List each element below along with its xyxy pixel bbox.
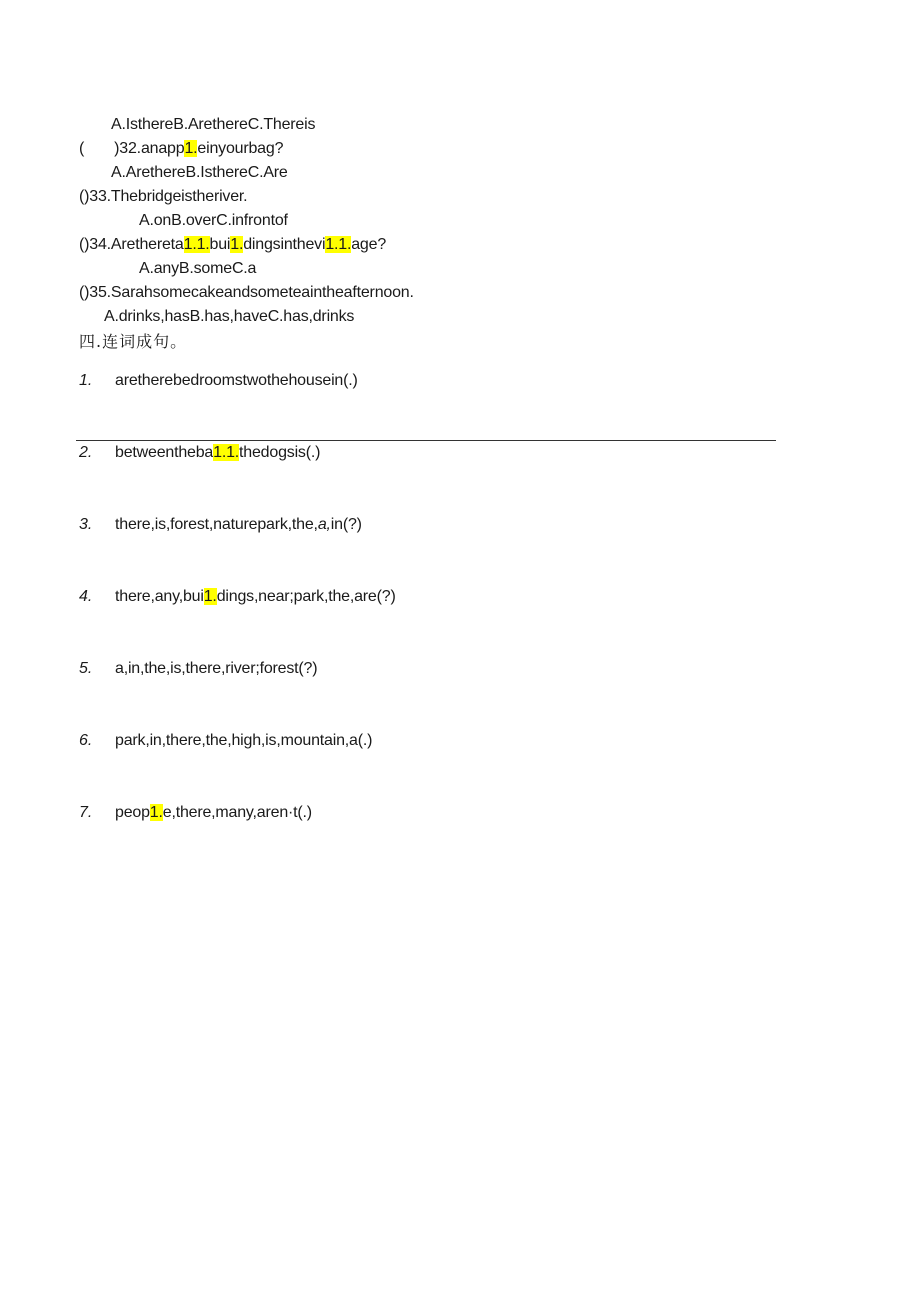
- item-number: 1.: [79, 372, 93, 389]
- sentence-text: thedogsis(.): [239, 444, 321, 461]
- q34-stem: [79, 235, 386, 255]
- q33-stem: ()33.Thebridgeistheriver.: [79, 188, 248, 205]
- scrambled-sentence: [115, 803, 312, 823]
- question-number: 32.: [119, 140, 141, 157]
- question-text: einyourbag?: [197, 140, 284, 157]
- item-number: 5.: [79, 660, 93, 677]
- q35-options: A.drinks,hasB.has,haveC.has,drinks: [104, 308, 355, 325]
- highlight-mark: 1.1.: [325, 236, 352, 253]
- q32-stem: [79, 139, 283, 159]
- answer-paren-open: (: [79, 140, 85, 157]
- section-heading: 四.连词成句。: [79, 332, 188, 351]
- item-number: 2.: [79, 444, 93, 461]
- question-text: age?: [351, 236, 387, 253]
- highlight-mark: 1.: [230, 236, 244, 253]
- highlight-mark: 1.1.: [213, 444, 240, 461]
- q31-options: A.IsthereB.ArethereC.Thereis: [111, 116, 316, 133]
- sentence-text: there,is,forest,naturepark,the,: [115, 516, 318, 533]
- item-number: 4.: [79, 588, 93, 605]
- q35-stem: ()35.Sarahsomecakeandsometeaintheafternoon.: [79, 284, 414, 301]
- answer-paren-close: ): [114, 140, 120, 157]
- sentence-text: there,any,bui: [115, 588, 204, 605]
- q33-options: A.onB.overC.infrontof: [139, 212, 288, 229]
- highlight-mark: 1.: [149, 804, 163, 821]
- q34-options: A.anyB.someC.a: [139, 260, 257, 277]
- scrambled-sentence: [115, 443, 320, 463]
- question-text: bui: [209, 236, 231, 253]
- item-number: 6.: [79, 732, 93, 749]
- question-text: ()34.Arethereta: [79, 236, 184, 253]
- scrambled-sentence: a,in,the,is,there,river;forest(?): [115, 660, 318, 677]
- item-number: 3.: [79, 516, 93, 533]
- scrambled-sentence: park,in,there,the,high,is,mountain,a(.): [115, 732, 373, 749]
- question-text: anapp: [140, 140, 185, 157]
- sentence-text: a,: [317, 516, 331, 533]
- scrambled-sentence: [115, 515, 362, 535]
- q32-options: A.ArethereB.IsthereC.Are: [111, 164, 288, 181]
- sentence-text: betweentheba: [115, 444, 214, 461]
- sentence-text: dings,near;park,the,are(?): [216, 588, 396, 605]
- sentence-text: e,there,many,aren·t(.): [162, 804, 312, 821]
- scrambled-sentence: aretherebedroomstwothehousein(.): [115, 372, 358, 389]
- sentence-text: peop: [115, 804, 150, 821]
- question-text: dingsinthevi: [243, 236, 326, 253]
- sentence-text: in(?): [330, 516, 362, 533]
- highlight-mark: 1.1.: [183, 236, 210, 253]
- scrambled-sentence: [115, 587, 396, 607]
- item-number: 7.: [79, 804, 93, 821]
- highlight-mark: 1.: [203, 588, 217, 605]
- answer-line[interactable]: [76, 440, 776, 441]
- highlight-mark: 1.: [184, 140, 198, 157]
